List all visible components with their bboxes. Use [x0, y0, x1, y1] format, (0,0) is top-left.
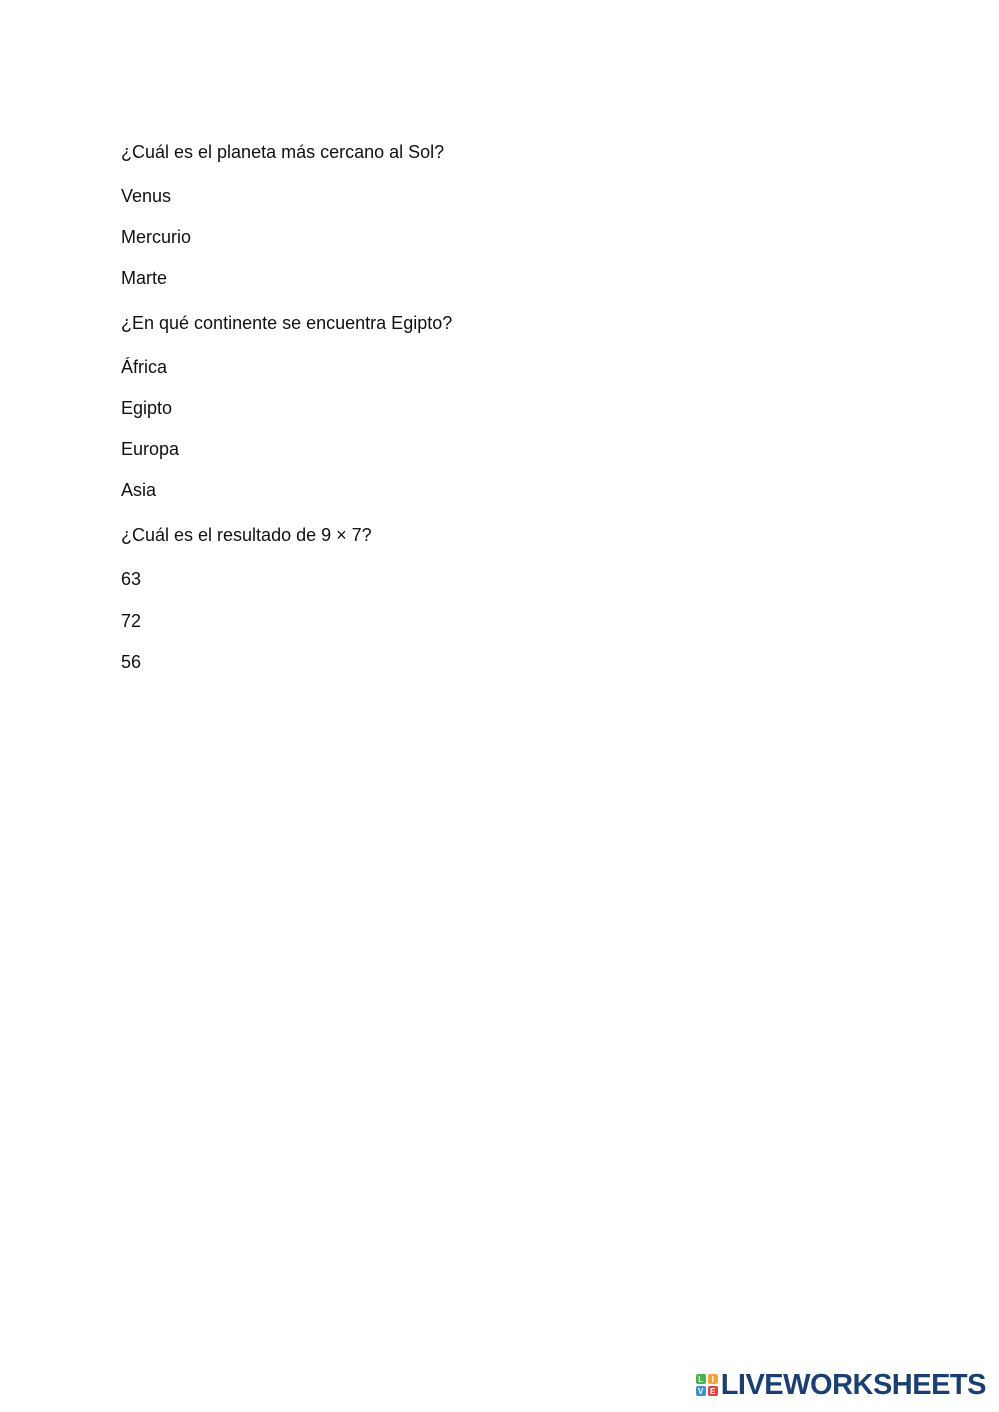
- question-2-option-3: Europa: [121, 439, 180, 459]
- question-2-option-2: Egipto: [121, 398, 173, 418]
- liveworksheets-logo-icon: [696, 1374, 718, 1396]
- logo-letter-i: I: [708, 1374, 718, 1384]
- question-2-option-4: Asia: [121, 480, 157, 500]
- logo-letter-v: V: [696, 1386, 706, 1396]
- question-3-option-3: 56: [121, 652, 142, 672]
- question-3-option-2: 72: [121, 611, 142, 631]
- question-3-text: ¿Cuál es el resultado de 9 × 7?: [121, 525, 372, 545]
- liveworksheets-logo-text: LIVEWORKSHEETS: [720, 1368, 986, 1401]
- question-1-option-2: Mercurio: [121, 227, 192, 247]
- question-2-text: ¿En qué continente se encuentra Egipto?: [121, 313, 453, 333]
- question-1-option-1: Venus: [121, 186, 172, 206]
- liveworksheets-logo: [696, 1370, 986, 1400]
- question-1-text: ¿Cuál es el planeta más cercano al Sol?: [121, 142, 445, 162]
- logo-letter-e: E: [708, 1386, 718, 1396]
- question-2-option-1: África: [121, 357, 168, 377]
- question-1-option-3: Marte: [121, 268, 168, 288]
- question-3-option-1: 63: [121, 569, 142, 589]
- logo-letter-l: L: [696, 1374, 706, 1384]
